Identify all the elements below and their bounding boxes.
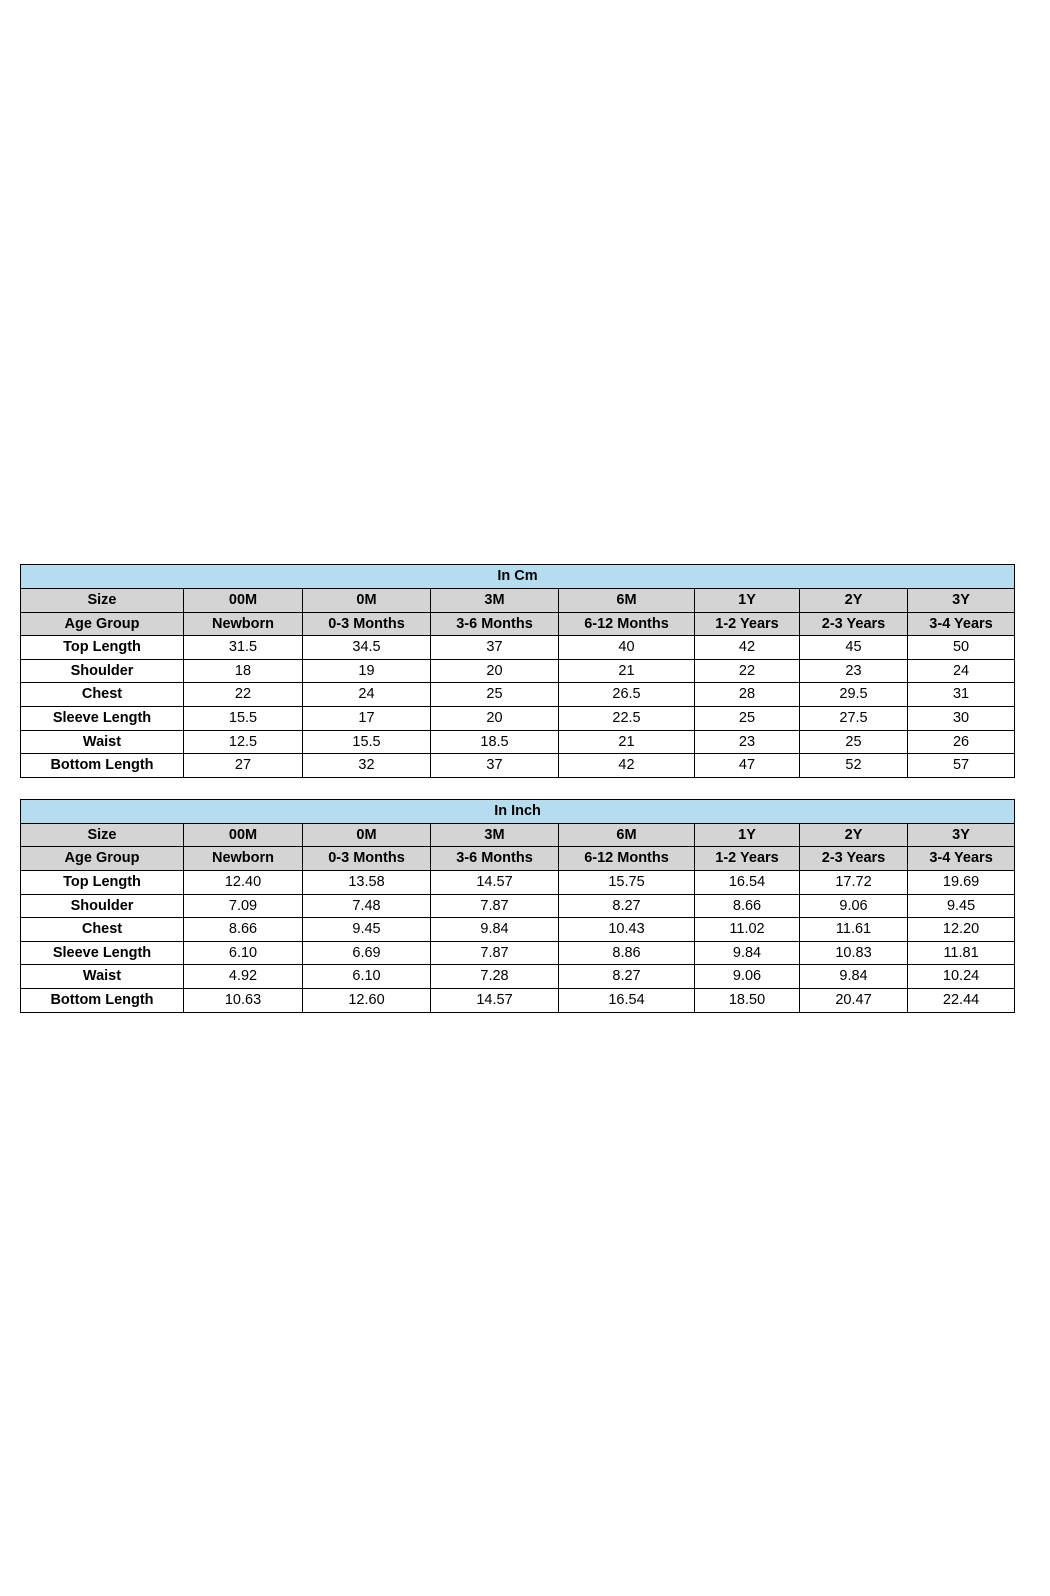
row-label: Bottom Length [21, 754, 184, 778]
measurement-cell: 23 [695, 730, 800, 754]
measurement-cell: 13.58 [303, 870, 431, 894]
measurement-cell: 20 [431, 659, 559, 683]
row-label: Chest [21, 683, 184, 707]
measurement-cell: 22 [695, 659, 800, 683]
measurement-cell: 47 [695, 754, 800, 778]
measurement-cell: 10.24 [908, 965, 1015, 989]
measurement-cell: 22 [184, 683, 303, 707]
age-group-value: 0-3 Months [303, 612, 431, 636]
row-label: Top Length [21, 870, 184, 894]
measurement-cell: 29.5 [800, 683, 908, 707]
row-label: Shoulder [21, 659, 184, 683]
age-group-value: 3-6 Months [431, 847, 559, 871]
column-header-size-value: 3Y [908, 823, 1015, 847]
measurement-cell: 10.83 [800, 941, 908, 965]
measurement-cell: 15.5 [184, 706, 303, 730]
measurement-cell: 8.66 [695, 894, 800, 918]
row-label: Shoulder [21, 894, 184, 918]
column-header-size-value: 6M [559, 823, 695, 847]
measurement-cell: 15.5 [303, 730, 431, 754]
age-group-value: 3-4 Years [908, 612, 1015, 636]
measurement-cell: 12.20 [908, 918, 1015, 942]
measurement-cell: 15.75 [559, 870, 695, 894]
table-row [21, 918, 1015, 942]
measurement-cell: 20 [431, 706, 559, 730]
measurement-cell: 18 [184, 659, 303, 683]
table-header-row-age-group [21, 612, 1015, 636]
measurement-cell: 24 [303, 683, 431, 707]
age-group-value: Newborn [184, 847, 303, 871]
column-header-size-value: 1Y [695, 589, 800, 613]
measurement-cell: 32 [303, 754, 431, 778]
column-header-size-value: 3M [431, 823, 559, 847]
age-group-value: 1-2 Years [695, 612, 800, 636]
measurement-cell: 52 [800, 754, 908, 778]
measurement-cell: 17 [303, 706, 431, 730]
column-header-size: Size [21, 823, 184, 847]
measurement-cell: 9.45 [303, 918, 431, 942]
measurement-cell: 7.87 [431, 894, 559, 918]
table-row [21, 706, 1015, 730]
measurement-cell: 31.5 [184, 636, 303, 660]
column-header-size-value: 3Y [908, 589, 1015, 613]
measurement-cell: 23 [800, 659, 908, 683]
table-row [21, 894, 1015, 918]
table-header-row-size [21, 823, 1015, 847]
measurement-cell: 14.57 [431, 870, 559, 894]
size-chart-table-inch [20, 799, 1015, 1013]
measurement-cell: 6.10 [303, 965, 431, 989]
measurement-cell: 19.69 [908, 870, 1015, 894]
column-header-size-value: 3M [431, 589, 559, 613]
measurement-cell: 9.06 [800, 894, 908, 918]
measurement-cell: 45 [800, 636, 908, 660]
measurement-cell: 25 [800, 730, 908, 754]
column-header-size-value: 1Y [695, 823, 800, 847]
measurement-cell: 10.43 [559, 918, 695, 942]
column-header-size-value: 2Y [800, 589, 908, 613]
column-header-size-value: 2Y [800, 823, 908, 847]
measurement-cell: 9.84 [431, 918, 559, 942]
measurement-cell: 21 [559, 659, 695, 683]
measurement-cell: 25 [695, 706, 800, 730]
measurement-cell: 10.63 [184, 988, 303, 1012]
measurement-cell: 25 [431, 683, 559, 707]
row-label: Sleeve Length [21, 941, 184, 965]
table-row [21, 941, 1015, 965]
measurement-cell: 26 [908, 730, 1015, 754]
age-group-value: 3-4 Years [908, 847, 1015, 871]
measurement-cell: 19 [303, 659, 431, 683]
measurement-cell: 9.84 [695, 941, 800, 965]
measurement-cell: 11.02 [695, 918, 800, 942]
row-label-age-group: Age Group [21, 612, 184, 636]
table-unit-header-row [21, 565, 1015, 589]
measurement-cell: 37 [431, 636, 559, 660]
column-header-size: Size [21, 589, 184, 613]
measurement-cell: 17.72 [800, 870, 908, 894]
measurement-cell: 18.5 [431, 730, 559, 754]
measurement-cell: 57 [908, 754, 1015, 778]
measurement-cell: 7.87 [431, 941, 559, 965]
column-header-size-value: 0M [303, 823, 431, 847]
measurement-cell: 40 [559, 636, 695, 660]
measurement-cell: 42 [559, 754, 695, 778]
table-row [21, 870, 1015, 894]
row-label: Waist [21, 965, 184, 989]
measurement-cell: 31 [908, 683, 1015, 707]
table-row [21, 754, 1015, 778]
measurement-cell: 6.69 [303, 941, 431, 965]
column-header-size-value: 0M [303, 589, 431, 613]
measurement-cell: 20.47 [800, 988, 908, 1012]
measurement-cell: 34.5 [303, 636, 431, 660]
measurement-cell: 30 [908, 706, 1015, 730]
table-row [21, 636, 1015, 660]
measurement-cell: 22.5 [559, 706, 695, 730]
table-header-row-size [21, 589, 1015, 613]
measurement-cell: 16.54 [695, 870, 800, 894]
measurement-cell: 8.27 [559, 894, 695, 918]
measurement-cell: 14.57 [431, 988, 559, 1012]
measurement-cell: 7.28 [431, 965, 559, 989]
table-row [21, 659, 1015, 683]
measurement-cell: 26.5 [559, 683, 695, 707]
column-header-size-value: 00M [184, 589, 303, 613]
age-group-value: Newborn [184, 612, 303, 636]
measurement-cell: 42 [695, 636, 800, 660]
table-row [21, 988, 1015, 1012]
measurement-cell: 9.06 [695, 965, 800, 989]
table-row [21, 730, 1015, 754]
age-group-value: 2-3 Years [800, 612, 908, 636]
row-label: Waist [21, 730, 184, 754]
table-unit-label: In Inch [21, 799, 1015, 823]
measurement-cell: 4.92 [184, 965, 303, 989]
table-row [21, 965, 1015, 989]
table-unit-header-row [21, 799, 1015, 823]
age-group-value: 6-12 Months [559, 612, 695, 636]
measurement-cell: 22.44 [908, 988, 1015, 1012]
measurement-cell: 12.40 [184, 870, 303, 894]
measurement-cell: 37 [431, 754, 559, 778]
measurement-cell: 7.48 [303, 894, 431, 918]
measurement-cell: 28 [695, 683, 800, 707]
measurement-cell: 12.60 [303, 988, 431, 1012]
measurement-cell: 7.09 [184, 894, 303, 918]
measurement-cell: 8.86 [559, 941, 695, 965]
measurement-cell: 9.45 [908, 894, 1015, 918]
age-group-value: 3-6 Months [431, 612, 559, 636]
measurement-cell: 16.54 [559, 988, 695, 1012]
table-row [21, 683, 1015, 707]
measurement-cell: 11.61 [800, 918, 908, 942]
age-group-value: 1-2 Years [695, 847, 800, 871]
age-group-value: 6-12 Months [559, 847, 695, 871]
measurement-cell: 8.66 [184, 918, 303, 942]
measurement-cell: 12.5 [184, 730, 303, 754]
row-label: Bottom Length [21, 988, 184, 1012]
measurement-cell: 50 [908, 636, 1015, 660]
measurement-cell: 21 [559, 730, 695, 754]
measurement-cell: 24 [908, 659, 1015, 683]
table-header-row-age-group [21, 847, 1015, 871]
measurement-cell: 6.10 [184, 941, 303, 965]
row-label: Top Length [21, 636, 184, 660]
row-label: Sleeve Length [21, 706, 184, 730]
age-group-value: 0-3 Months [303, 847, 431, 871]
measurement-cell: 18.50 [695, 988, 800, 1012]
row-label: Chest [21, 918, 184, 942]
table-unit-label: In Cm [21, 565, 1015, 589]
measurement-cell: 11.81 [908, 941, 1015, 965]
column-header-size-value: 00M [184, 823, 303, 847]
measurement-cell: 27 [184, 754, 303, 778]
measurement-cell: 8.27 [559, 965, 695, 989]
row-label-age-group: Age Group [21, 847, 184, 871]
size-chart-table-cm [20, 564, 1015, 778]
measurement-cell: 27.5 [800, 706, 908, 730]
age-group-value: 2-3 Years [800, 847, 908, 871]
column-header-size-value: 6M [559, 589, 695, 613]
measurement-cell: 9.84 [800, 965, 908, 989]
size-chart-tables [20, 564, 1014, 1013]
